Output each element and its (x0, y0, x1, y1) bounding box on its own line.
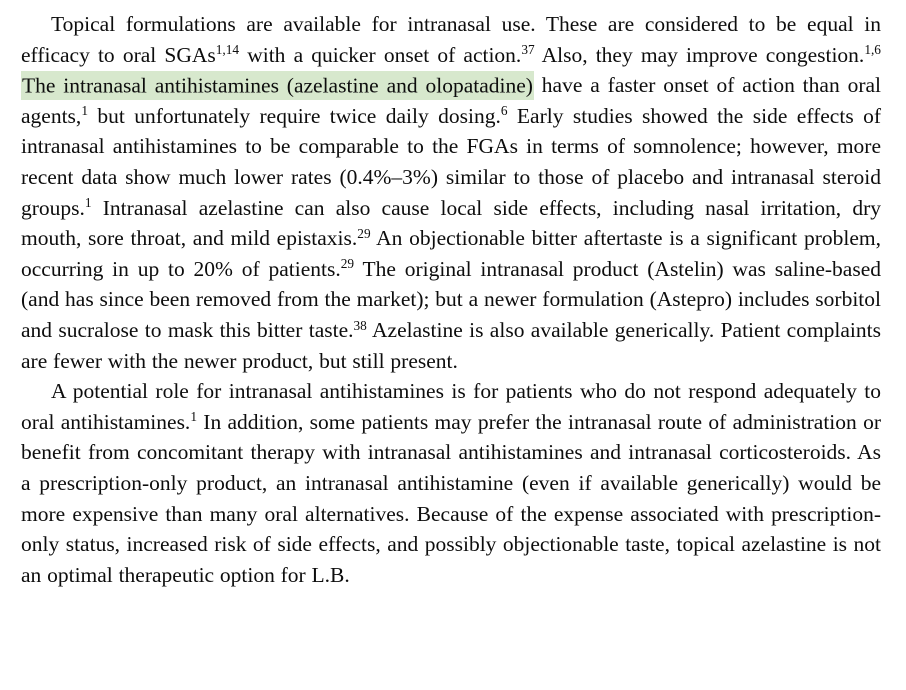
text-run: Also, they may improve congestion. (534, 42, 865, 67)
footnote-reference: 1,6 (864, 42, 881, 58)
highlighted-text: The intranasal antihistamines (azelastine and olopatadine) (21, 71, 534, 100)
footnote-reference: 1,14 (215, 42, 240, 58)
text-run: A potential role for intranasal antihistamines is for patients who do not respond adequately to oral antihistamines. (21, 379, 881, 434)
footnote-reference: 1 (84, 195, 92, 211)
text-run: with a quicker onset of action. (239, 42, 522, 67)
footnote-reference: 29 (340, 256, 355, 272)
footnote-reference: 1 (190, 409, 197, 425)
footnote-reference: 37 (521, 42, 535, 58)
footnote-reference: 6 (500, 103, 508, 119)
text-run: Azelastine is also available generically. Patient complaints are fewer with the newer product, but still present. (21, 317, 882, 373)
text-run: An objectionable bitter aftertaste is a significant problem, occurring in up to 20% of patients. (21, 226, 881, 281)
paragraph (21, 376, 881, 590)
text-run: Early studies showed the side effects of intranasal antihistamines to be comparable to the FGAs in terms of somnolence; however, more recent data show much lower rates (0.4%–3%) similar to those of placebo and intranasal steroid groups. (21, 103, 882, 220)
text-run: Topical formulations are available for intranasal use. These are considered to be equal in efficacy to oral SGAs (21, 12, 881, 67)
text-run: The original intranasal product (Astelin) was saline-based (and has since been removed from the market); but a newer formulation (Astepro) includes sorbitol and sucralose to mask this bitter taste. (21, 256, 881, 342)
footnote-reference: 1 (81, 103, 88, 119)
footnote-reference: 29 (357, 225, 371, 241)
text-run: but unfortunately require twice daily dosing. (87, 103, 501, 128)
text-run: In addition, some patients may prefer the intranasal route of administration or benefit from concomitant therapy with intranasal antihistamines and intranasal corticosteroids. As a prescription-only product, an intranasal antihistamine (even if available generically) would be more expensive than many oral alternatives. Because of the expense associated with prescription-only status, increased risk of side effects, and possibly objectionable taste, topical azelastine is not an optimal therapeutic option for L.B. (21, 409, 881, 587)
text-run: have a faster onset of action than oral agents, (21, 73, 881, 128)
paragraph (21, 9, 881, 376)
footnote-reference: 38 (353, 317, 367, 333)
text-run: Intranasal azelastine can also cause local side effects, including nasal irritation, dry mouth, sore throat, and mild epistaxis. (21, 195, 881, 251)
